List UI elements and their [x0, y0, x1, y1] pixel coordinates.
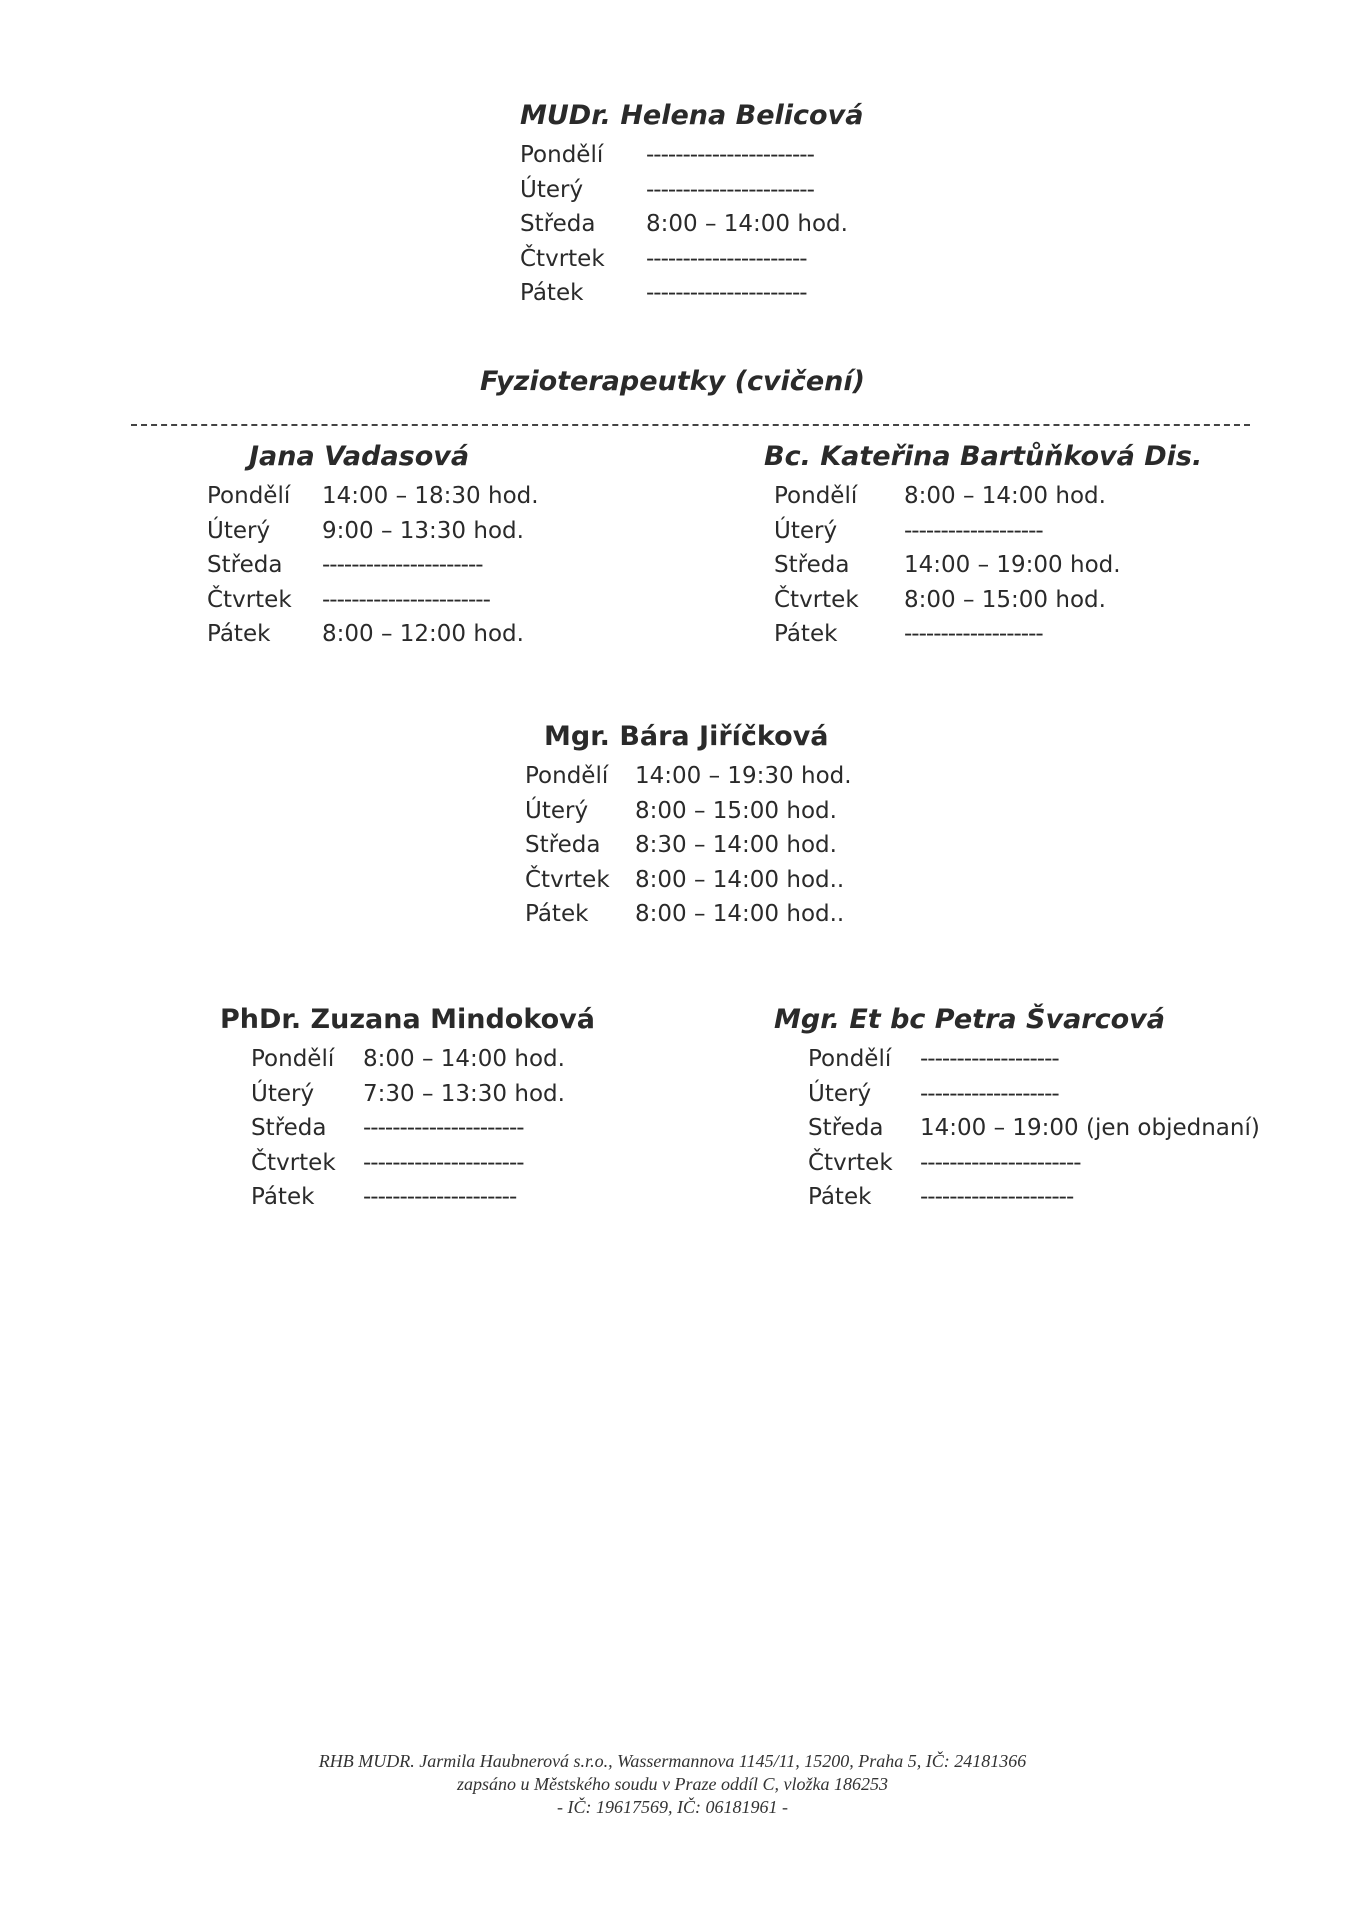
hours-value: ------------------- — [920, 1046, 1059, 1072]
day-label: Úterý — [774, 517, 838, 544]
hours-value: ---------------------- — [646, 280, 807, 306]
hours-value: --------------------- — [363, 1184, 517, 1210]
day-label: Středa — [808, 1115, 884, 1141]
dashed-divider — [131, 424, 1250, 426]
hours-value: ----------------------- — [646, 176, 814, 203]
hours-value: 8:30 – 14:00 hod. — [635, 832, 837, 858]
day-label: Pátek — [520, 280, 584, 306]
hours-value: 7:30 – 13:30 hod. — [363, 1080, 565, 1107]
hours-value: 8:00 – 14:00 hod. — [363, 1046, 565, 1072]
hours-value: ---------------------- — [363, 1115, 524, 1141]
hours-value: ------------------- — [904, 621, 1043, 647]
hours-value: 14:00 – 19:30 hod. — [635, 763, 852, 789]
hours-value: 8:00 – 15:00 hod. — [635, 797, 837, 824]
hours-value: 8:00 – 14:00 hod. — [646, 211, 848, 237]
day-label: Středa — [251, 1115, 327, 1141]
day-label: Pondělí — [808, 1046, 892, 1072]
day-label: Čtvrtek — [207, 586, 292, 613]
day-label: Čtvrtek — [520, 245, 605, 272]
hours-value: 8:00 – 14:00 hod.. — [635, 901, 845, 927]
hours-value: 8:00 – 15:00 hod. — [904, 586, 1106, 613]
person-name: Bc. Kateřina Bartůňková Dis. — [764, 441, 1203, 472]
day-label: Pátek — [525, 901, 589, 927]
hours-value: ----------------------- — [322, 586, 490, 613]
day-label: Úterý — [808, 1080, 872, 1107]
hours-value: 8:00 – 12:00 hod. — [322, 621, 524, 647]
day-label: Středa — [774, 552, 850, 578]
person-name: MUDr. Helena Belicová — [520, 100, 864, 131]
person-name: Jana Vadasová — [249, 441, 470, 472]
person-name: Mgr. Et bc Petra Švarcová — [774, 1004, 1165, 1035]
day-label: Pondělí — [774, 483, 858, 509]
hours-value: 14:00 – 19:00 hod. — [904, 552, 1121, 578]
hours-value: 14:00 – 18:30 hod. — [322, 483, 539, 509]
day-label: Pondělí — [207, 483, 291, 509]
hours-value: ------------------- — [904, 517, 1043, 544]
footer-line-1: RHB MUDR. Jarmila Haubnerová s.r.o., Wassermannova 1145/11, 15200, Praha 5, IČ: 24181366 — [318, 1751, 1027, 1771]
footer-line-3: - IČ: 19617569, IČ: 06181961 - — [557, 1797, 788, 1817]
hours-value: ----------------------- — [646, 142, 814, 168]
hours-value: ---------------------- — [920, 1149, 1081, 1176]
day-label: Středa — [520, 211, 596, 237]
day-label: Čtvrtek — [251, 1149, 336, 1176]
day-label: Úterý — [207, 517, 271, 544]
day-label: Úterý — [251, 1080, 315, 1107]
day-label: Středa — [525, 832, 601, 858]
day-label: Pátek — [774, 621, 838, 647]
day-label: Pondělí — [251, 1046, 335, 1072]
hours-value: ---------------------- — [646, 245, 807, 272]
person-name: PhDr. Zuzana Mindoková — [220, 1004, 595, 1035]
day-label: Pondělí — [525, 763, 609, 789]
footer-line-2: zapsáno u Městského soudu v Praze oddíl C, vložka 186253 — [457, 1774, 888, 1794]
day-label: Úterý — [525, 797, 589, 824]
day-label: Čtvrtek — [525, 866, 610, 893]
day-label: Pátek — [207, 621, 271, 647]
person-name: Mgr. Bára Jiříčková — [544, 721, 829, 752]
hours-value: ------------------- — [920, 1080, 1059, 1107]
day-label: Úterý — [520, 176, 584, 203]
hours-value: ---------------------- — [363, 1149, 524, 1176]
hours-value: 8:00 – 14:00 hod.. — [635, 866, 845, 893]
day-label: Středa — [207, 552, 283, 578]
hours-value: --------------------- — [920, 1184, 1074, 1210]
footer — [0, 1750, 1345, 1819]
day-label: Čtvrtek — [774, 586, 859, 613]
hours-value: 9:00 – 13:30 hod. — [322, 517, 524, 544]
day-label: Čtvrtek — [808, 1149, 893, 1176]
day-label: Pátek — [251, 1184, 315, 1210]
hours-value: 14:00 – 19:00 (jen objednaní) — [920, 1115, 1260, 1141]
day-label: Pátek — [808, 1184, 872, 1210]
day-label: Pondělí — [520, 142, 604, 168]
section-heading: Fyzioterapeutky (cvičení) — [480, 366, 865, 397]
hours-value: ---------------------- — [322, 552, 483, 578]
hours-value: 8:00 – 14:00 hod. — [904, 483, 1106, 509]
